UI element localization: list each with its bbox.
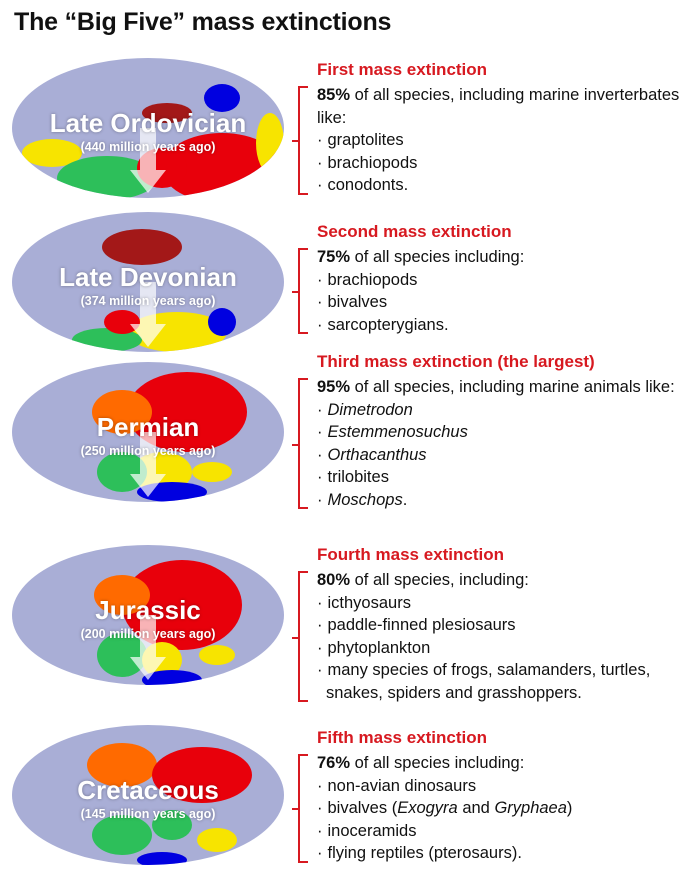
era-age: (145 million years ago) bbox=[80, 807, 216, 821]
item-text: brachiopods bbox=[327, 270, 418, 289]
era-age: (250 million years ago) bbox=[80, 444, 216, 458]
bracket bbox=[298, 754, 308, 863]
list-item: · brachiopods bbox=[317, 153, 418, 172]
item-text: and bbox=[457, 799, 495, 817]
extinction-heading: Second mass extinction bbox=[317, 222, 512, 241]
globe-5 bbox=[12, 725, 284, 865]
extinction-info bbox=[296, 222, 696, 336]
list-item: · inoceramids bbox=[317, 821, 417, 840]
item-text: Estemmenosuchus bbox=[327, 423, 468, 441]
list-item: · Moschops. bbox=[317, 490, 408, 509]
item-text: . bbox=[402, 490, 408, 509]
item-text: Moschops bbox=[327, 490, 403, 509]
intro-text: of all species, including marine animals like: bbox=[350, 378, 675, 396]
continent bbox=[92, 815, 152, 855]
continent bbox=[199, 645, 235, 665]
intro-text: of all species including: bbox=[350, 248, 525, 266]
extinction-heading: First mass extinction bbox=[317, 60, 488, 79]
era-name: Jurassic bbox=[95, 595, 201, 625]
intro-text: of all species, including marine inverterbates like: bbox=[317, 86, 680, 127]
intro-text: of all species, including: bbox=[350, 571, 529, 589]
extinction-heading: Fifth mass extinction bbox=[317, 728, 488, 747]
globe-3 bbox=[12, 362, 284, 502]
list-item: · sarcopterygians. bbox=[317, 315, 449, 334]
list-item: · Orthacanthus bbox=[317, 445, 427, 464]
globe-1 bbox=[12, 58, 284, 198]
item-text: trilobites bbox=[327, 468, 389, 486]
list-item: · non-avian dinosaurs bbox=[317, 776, 477, 795]
percent: 75% bbox=[317, 248, 351, 266]
intro bbox=[317, 84, 696, 129]
bracket bbox=[298, 248, 308, 334]
percent: 95% bbox=[317, 378, 351, 396]
extinction-info bbox=[296, 60, 696, 197]
continent bbox=[197, 828, 237, 852]
extinction-body bbox=[296, 84, 696, 197]
page-title: The “Big Five” mass extinctions bbox=[14, 8, 392, 36]
item-text: paddle-finned plesiosaurs bbox=[327, 616, 516, 634]
item-text: non-avian dinosaurs bbox=[327, 776, 477, 795]
era-name: Permian bbox=[96, 412, 200, 442]
list-item: · conodonts. bbox=[317, 176, 409, 194]
era-name: Late Ordovician bbox=[49, 108, 247, 138]
item-text: Dimetrodon bbox=[327, 400, 413, 419]
era-age: (374 million years ago) bbox=[80, 294, 216, 308]
list-item: · Estemmenosuchus bbox=[317, 423, 468, 441]
bracket bbox=[298, 571, 308, 702]
extinction-heading: Third mass extinction (the largest) bbox=[317, 352, 595, 371]
extinction-body bbox=[296, 246, 696, 336]
continent bbox=[208, 308, 236, 336]
list-item: · bivalves bbox=[317, 293, 388, 311]
era-age: (440 million years ago) bbox=[80, 140, 216, 154]
era-name: Late Devonian bbox=[59, 262, 237, 292]
continent bbox=[192, 462, 232, 482]
list-item: · bivalves (Exogyra and Gryphaea) bbox=[317, 799, 573, 817]
item-text: flying reptiles (pterosaurs). bbox=[327, 844, 522, 862]
bracket bbox=[298, 86, 308, 195]
list-item: · phytoplankton bbox=[317, 638, 431, 657]
intro bbox=[317, 246, 696, 269]
extinction-body bbox=[296, 376, 696, 511]
item-text: bivalves bbox=[327, 293, 388, 311]
list-item: · many species of frogs, salamanders, turtles, snakes, spiders and grasshoppers. bbox=[317, 661, 651, 702]
item-text: many species of frogs, salamanders, turtles, snakes, spiders and grasshoppers. bbox=[326, 661, 651, 702]
extinction-info bbox=[296, 352, 696, 511]
intro-text: of all species including: bbox=[350, 754, 525, 772]
list-item: · flying reptiles (pterosaurs). bbox=[317, 844, 522, 862]
intro bbox=[317, 569, 696, 592]
item-text: graptolites bbox=[327, 131, 404, 149]
extinction-body bbox=[296, 569, 696, 704]
bracket bbox=[298, 378, 308, 509]
item-text: ) bbox=[566, 799, 573, 817]
list-item: · graptolites bbox=[317, 131, 404, 149]
item-text: icthyosaurs bbox=[327, 593, 411, 612]
list-item: · paddle-finned plesiosaurs bbox=[317, 616, 516, 634]
item-text: Gryphaea bbox=[494, 799, 567, 817]
percent: 76% bbox=[317, 754, 351, 772]
list-item: · trilobites bbox=[317, 468, 389, 486]
item-text: brachiopods bbox=[327, 153, 418, 172]
item-text: bivalves ( bbox=[327, 799, 398, 817]
item-text: sarcopterygians. bbox=[327, 315, 449, 334]
extinction-body bbox=[296, 752, 696, 865]
intro bbox=[317, 376, 696, 399]
item-text: conodonts. bbox=[327, 176, 409, 194]
item-text: Orthacanthus bbox=[327, 445, 427, 464]
item-text: Exogyra bbox=[397, 799, 458, 817]
list-item: · Dimetrodon bbox=[317, 400, 413, 419]
list-item: · icthyosaurs bbox=[317, 593, 411, 612]
percent: 85% bbox=[317, 86, 351, 104]
percent: 80% bbox=[317, 571, 351, 589]
extinction-info bbox=[296, 728, 696, 865]
era-age: (200 million years ago) bbox=[80, 627, 216, 641]
item-text: inoceramids bbox=[327, 821, 417, 840]
continent bbox=[104, 310, 140, 334]
extinction-info bbox=[296, 545, 696, 704]
list-item: · brachiopods bbox=[317, 270, 418, 289]
globe-2 bbox=[12, 212, 284, 352]
item-text: phytoplankton bbox=[327, 638, 431, 657]
globe-4 bbox=[12, 545, 284, 685]
era-name: Cretaceous bbox=[77, 775, 219, 805]
intro bbox=[317, 752, 696, 775]
continent bbox=[102, 229, 182, 265]
extinction-heading: Fourth mass extinction bbox=[317, 545, 505, 564]
